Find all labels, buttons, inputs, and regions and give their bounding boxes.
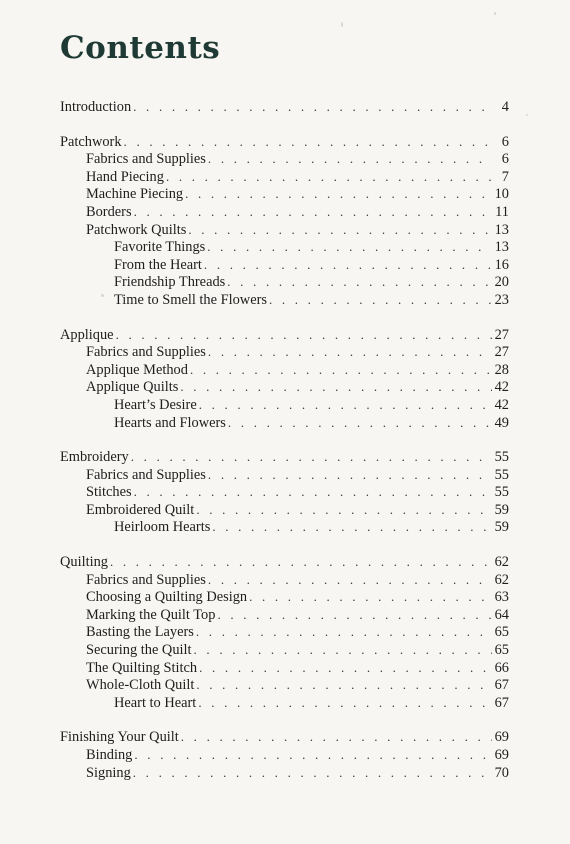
- entry-page-number: 64: [494, 606, 509, 623]
- toc-section: [0, 553, 570, 711]
- entry-title: Fabrics and Supplies: [86, 151, 206, 168]
- entry-page-number: 27: [494, 344, 509, 361]
- entry-page-number: 55: [494, 466, 509, 483]
- dot-leader: [124, 133, 492, 151]
- page-title: Contents: [60, 30, 221, 66]
- entry-page-number: 6: [501, 133, 509, 150]
- dot-leader: [198, 694, 491, 712]
- toc-quilt-entry[interactable]: [114, 238, 509, 256]
- entry-page-number: 20: [494, 274, 509, 291]
- entry-page-number: 13: [494, 221, 509, 238]
- entry-title: Whole-Cloth Quilt: [86, 677, 195, 694]
- entry-page-number: 67: [494, 677, 509, 694]
- toc-quilt-entry[interactable]: [114, 396, 509, 414]
- entry-page-number: 6: [501, 151, 509, 168]
- toc-subsection-entry[interactable]: [86, 361, 509, 379]
- toc-quilt-entry[interactable]: [114, 273, 509, 291]
- entry-title: Fabrics and Supplies: [86, 571, 206, 588]
- entry-page-number: 70: [494, 764, 509, 781]
- entry-page-number: 65: [494, 624, 509, 641]
- entry-page-number: 4: [501, 99, 509, 115]
- dot-leader: [185, 185, 492, 203]
- toc-subsection-entry[interactable]: [86, 659, 509, 677]
- section-gap: [0, 536, 570, 553]
- paper-speck: [494, 12, 496, 15]
- dot-leader: [204, 256, 492, 274]
- entry-title: Quilting: [60, 554, 108, 571]
- toc-chapter-entry[interactable]: [60, 326, 509, 344]
- dot-leader: [196, 676, 491, 694]
- toc-subsection-entry[interactable]: [86, 746, 509, 764]
- entry-page-number: 65: [494, 642, 509, 659]
- dot-leader: [199, 396, 492, 414]
- paper-speck: [101, 294, 104, 297]
- section-gap: [0, 116, 570, 133]
- entry-title: Applique: [60, 326, 114, 343]
- dot-leader: [217, 606, 491, 624]
- dot-leader: [269, 291, 492, 309]
- entry-title: Favorite Things: [114, 239, 206, 256]
- dot-leader: [208, 343, 492, 361]
- toc-chapter-entry[interactable]: [60, 448, 509, 466]
- dot-leader: [166, 168, 492, 186]
- entry-title: Time to Smell the Flowers: [114, 291, 267, 308]
- entry-page-number: 69: [494, 729, 509, 746]
- dot-leader: [196, 623, 492, 641]
- toc-subsection-entry[interactable]: [86, 221, 509, 239]
- toc-subsection-entry[interactable]: [86, 501, 509, 519]
- toc-quilt-entry[interactable]: [114, 694, 509, 712]
- entry-title: Embroidery: [60, 449, 129, 466]
- table-of-contents: [0, 98, 570, 781]
- toc-quilt-entry[interactable]: [114, 518, 509, 536]
- dot-leader: [116, 326, 492, 344]
- entry-title: Heart to Heart: [114, 694, 197, 711]
- entry-page-number: 59: [494, 519, 509, 536]
- toc-subsection-entry[interactable]: [86, 343, 509, 361]
- toc-section: [0, 133, 570, 309]
- entry-title: The Quilting Stitch: [86, 659, 198, 676]
- dot-leader: [199, 659, 491, 677]
- toc-subsection-entry[interactable]: [86, 466, 509, 484]
- dot-leader: [228, 414, 492, 432]
- toc-quilt-entry[interactable]: [114, 414, 509, 432]
- dot-leader: [194, 641, 492, 659]
- entry-page-number: 62: [494, 554, 509, 571]
- entry-page-number: 23: [494, 291, 509, 308]
- toc-section: [0, 448, 570, 536]
- section-gap: [0, 309, 570, 326]
- toc-subsection-entry[interactable]: [86, 378, 509, 396]
- toc-subsection-entry[interactable]: [86, 483, 509, 501]
- dot-leader: [133, 98, 492, 116]
- entry-page-number: 62: [494, 571, 509, 588]
- entry-page-number: 66: [494, 659, 509, 676]
- section-gap: [0, 431, 570, 448]
- toc-quilt-entry[interactable]: [114, 291, 509, 309]
- dot-leader: [212, 518, 491, 536]
- dot-leader: [227, 273, 491, 291]
- entry-page-number: 49: [494, 414, 509, 431]
- dot-leader: [208, 466, 492, 484]
- entry-title: Fabrics and Supplies: [86, 466, 206, 483]
- toc-subsection-entry[interactable]: [86, 168, 509, 186]
- dot-leader: [131, 448, 492, 466]
- entry-page-number: 10: [494, 186, 509, 203]
- entry-title: Fabrics and Supplies: [86, 344, 206, 361]
- entry-title: Machine Piecing: [86, 186, 184, 203]
- entry-title: Patchwork: [60, 133, 122, 150]
- entry-page-number: 42: [494, 396, 509, 413]
- entry-page-number: 27: [494, 326, 509, 343]
- entry-page-number: 55: [494, 449, 509, 466]
- toc-quilt-entry[interactable]: [114, 256, 509, 274]
- entry-page-number: 7: [501, 168, 509, 185]
- section-gap: [0, 711, 570, 728]
- dot-leader: [110, 553, 492, 571]
- entry-title: Choosing a Quilting Design: [86, 589, 248, 606]
- paper-speck: [526, 114, 528, 116]
- entry-page-number: 63: [494, 589, 509, 606]
- entry-title: Friendship Threads: [114, 274, 226, 291]
- toc-subsection-entry[interactable]: [86, 588, 509, 606]
- entry-page-number: 55: [494, 484, 509, 501]
- toc-subsection-entry[interactable]: [86, 641, 509, 659]
- dot-leader: [133, 764, 492, 782]
- entry-title: Basting the Layers: [86, 624, 194, 641]
- entry-title: From the Heart: [114, 256, 202, 273]
- dot-leader: [181, 728, 492, 746]
- paper-speck: [341, 22, 343, 27]
- toc-subsection-entry[interactable]: [86, 623, 509, 641]
- toc-chapter-entry[interactable]: [60, 728, 509, 746]
- entry-title: Applique Method: [86, 361, 188, 378]
- dot-leader: [134, 746, 491, 764]
- entry-title: Marking the Quilt Top: [86, 606, 216, 623]
- toc-section: [0, 326, 570, 432]
- toc-section: [0, 98, 570, 116]
- dot-leader: [208, 571, 492, 589]
- entry-title: Securing the Quilt: [86, 642, 192, 659]
- dot-leader: [190, 361, 492, 379]
- entry-page-number: 11: [495, 203, 509, 220]
- entry-title: Borders: [86, 203, 132, 220]
- entry-title: Heirloom Hearts: [114, 519, 211, 536]
- toc-chapter-entry[interactable]: [60, 553, 509, 571]
- toc-subsection-entry[interactable]: [86, 764, 509, 782]
- entry-title: Hearts and Flowers: [114, 414, 226, 431]
- toc-subsection-entry[interactable]: [86, 571, 509, 589]
- entry-title: Signing: [86, 764, 131, 781]
- entry-page-number: 16: [494, 256, 509, 273]
- entry-title: Binding: [86, 747, 133, 763]
- toc-subsection-entry[interactable]: [86, 676, 509, 694]
- dot-leader: [249, 588, 492, 606]
- toc-subsection-entry[interactable]: [86, 150, 509, 168]
- entry-page-number: 28: [494, 361, 509, 378]
- entry-title: Applique Quilts: [86, 379, 179, 396]
- dot-leader: [188, 221, 491, 239]
- toc-subsection-entry[interactable]: [86, 606, 509, 624]
- toc-subsection-entry[interactable]: [86, 203, 509, 221]
- entry-page-number: 13: [494, 239, 509, 256]
- entry-page-number: 69: [494, 747, 509, 763]
- dot-leader: [196, 501, 491, 519]
- dot-leader: [134, 483, 492, 501]
- dot-leader: [208, 150, 492, 168]
- entry-title: Patchwork Quilts: [86, 221, 187, 238]
- entry-title: Introduction: [60, 99, 132, 115]
- entry-title: Finishing Your Quilt: [60, 729, 179, 746]
- entry-page-number: 67: [494, 694, 509, 711]
- entry-title: Embroidered Quilt: [86, 501, 195, 518]
- toc-section: [0, 728, 570, 781]
- toc-chapter-entry[interactable]: [60, 98, 509, 116]
- dot-leader: [207, 238, 491, 256]
- entry-title: Stitches: [86, 484, 132, 501]
- entry-title: Hand Piecing: [86, 168, 164, 185]
- entry-title: Heart’s Desire: [114, 396, 197, 413]
- dot-leader: [180, 378, 491, 396]
- dot-leader: [134, 203, 492, 221]
- entry-page-number: 59: [494, 501, 509, 518]
- toc-chapter-entry[interactable]: [60, 133, 509, 151]
- entry-page-number: 42: [494, 379, 509, 396]
- toc-subsection-entry[interactable]: [86, 185, 509, 203]
